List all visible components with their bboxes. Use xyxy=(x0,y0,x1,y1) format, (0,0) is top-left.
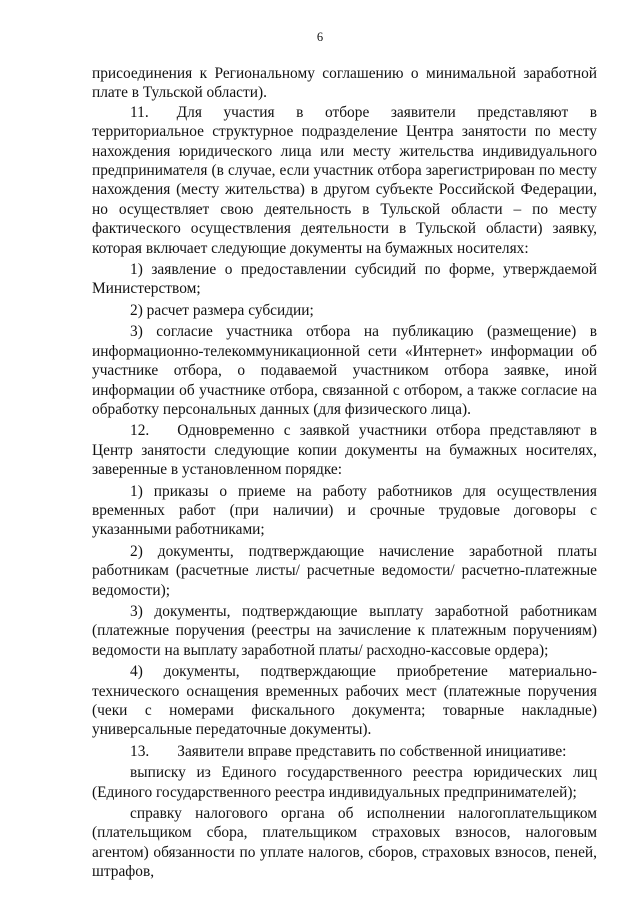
list-item: 2) расчет размера субсидии; xyxy=(130,301,314,319)
paragraph-continuation: присоединения к Региональному соглашению о минимальной заработной плате в Тульской области). xyxy=(92,65,597,102)
paragraph-13: 13. Заявители вправе представить по собственной инициативе: xyxy=(130,742,567,760)
page-number: 6 xyxy=(316,30,324,44)
paragraph-number: 11. xyxy=(130,103,149,121)
list-item: справку налогового органа об исполнении налогоплательщиком (плательщиком сбора, плательщиком страховых взносов, налоговым агентом) обязанности по уплате налогов, сборов, страховых взносов, пеней, штрафов, xyxy=(92,805,597,881)
list-item: 1) приказы о приеме на работу работников для осуществления временных работ (при наличии) и срочные трудовые договоры с указанными работниками; xyxy=(92,482,597,539)
list-item: 2) документы, подтверждающие начисление заработной платы работникам (расчетные листы/ расчетные ведомости/ расчетно-платежные ведомости); xyxy=(92,542,597,599)
paragraph-11: 11. Для участия в отборе заявители представляют в территориальное структурное подразделение Центра занятости по месту нахождения юридического лица или месту жительства индивидуального предпринимателя (в случае, если участник отбора зарегистрирован по месту нахождения (месту жительства) в другом субъекте Российской Федерации, но осуществляет свою деятельность в Тульской области – по месту фактического осуществления деятельности в Тульской области) заявку, которая включает следующие документы на бумажных носителях: xyxy=(92,103,597,257)
list-item: 3) согласие участника отбора на публикацию (размещение) в информационно-телекоммуникационной сети «Интернет» информации об участнике отбора, о подаваемой участником отбора заявке, иной информации об участнике отбора, связанной с отбором, а также согласие на обработку персональных данных (для физического лица). xyxy=(92,323,597,418)
list-item: 4) документы, подтверждающие приобретение материально-технического оснащения временных рабочих мест (платежные поручения (чеки с номерами фискального документа; товарные накладные) универсальные передаточные документы). xyxy=(92,663,597,739)
paragraph-number: 12. xyxy=(130,422,150,440)
paragraph-12: 12. Одновременно с заявкой участники отбора представляют в Центр занятости следующие копии документы на бумажных носителях, заверенные в установленном порядке: xyxy=(92,422,597,479)
list-item: выписку из Единого государственного реестра юридических лиц (Единого государственного реестра индивидуальных предпринимателей); xyxy=(92,764,597,801)
paragraph-number: 13. xyxy=(130,742,150,760)
list-item: 1) заявление о предоставлении субсидий по форме, утверждаемой Министерством; xyxy=(92,261,597,298)
list-item: 3) документы, подтверждающие выплату заработной работникам (платежные поручения (реестры на зачисление к платежным поручениям) ведомости на выплату заработной платы/ расходно-кассовые ордера); xyxy=(92,602,597,659)
document-body xyxy=(92,64,597,882)
